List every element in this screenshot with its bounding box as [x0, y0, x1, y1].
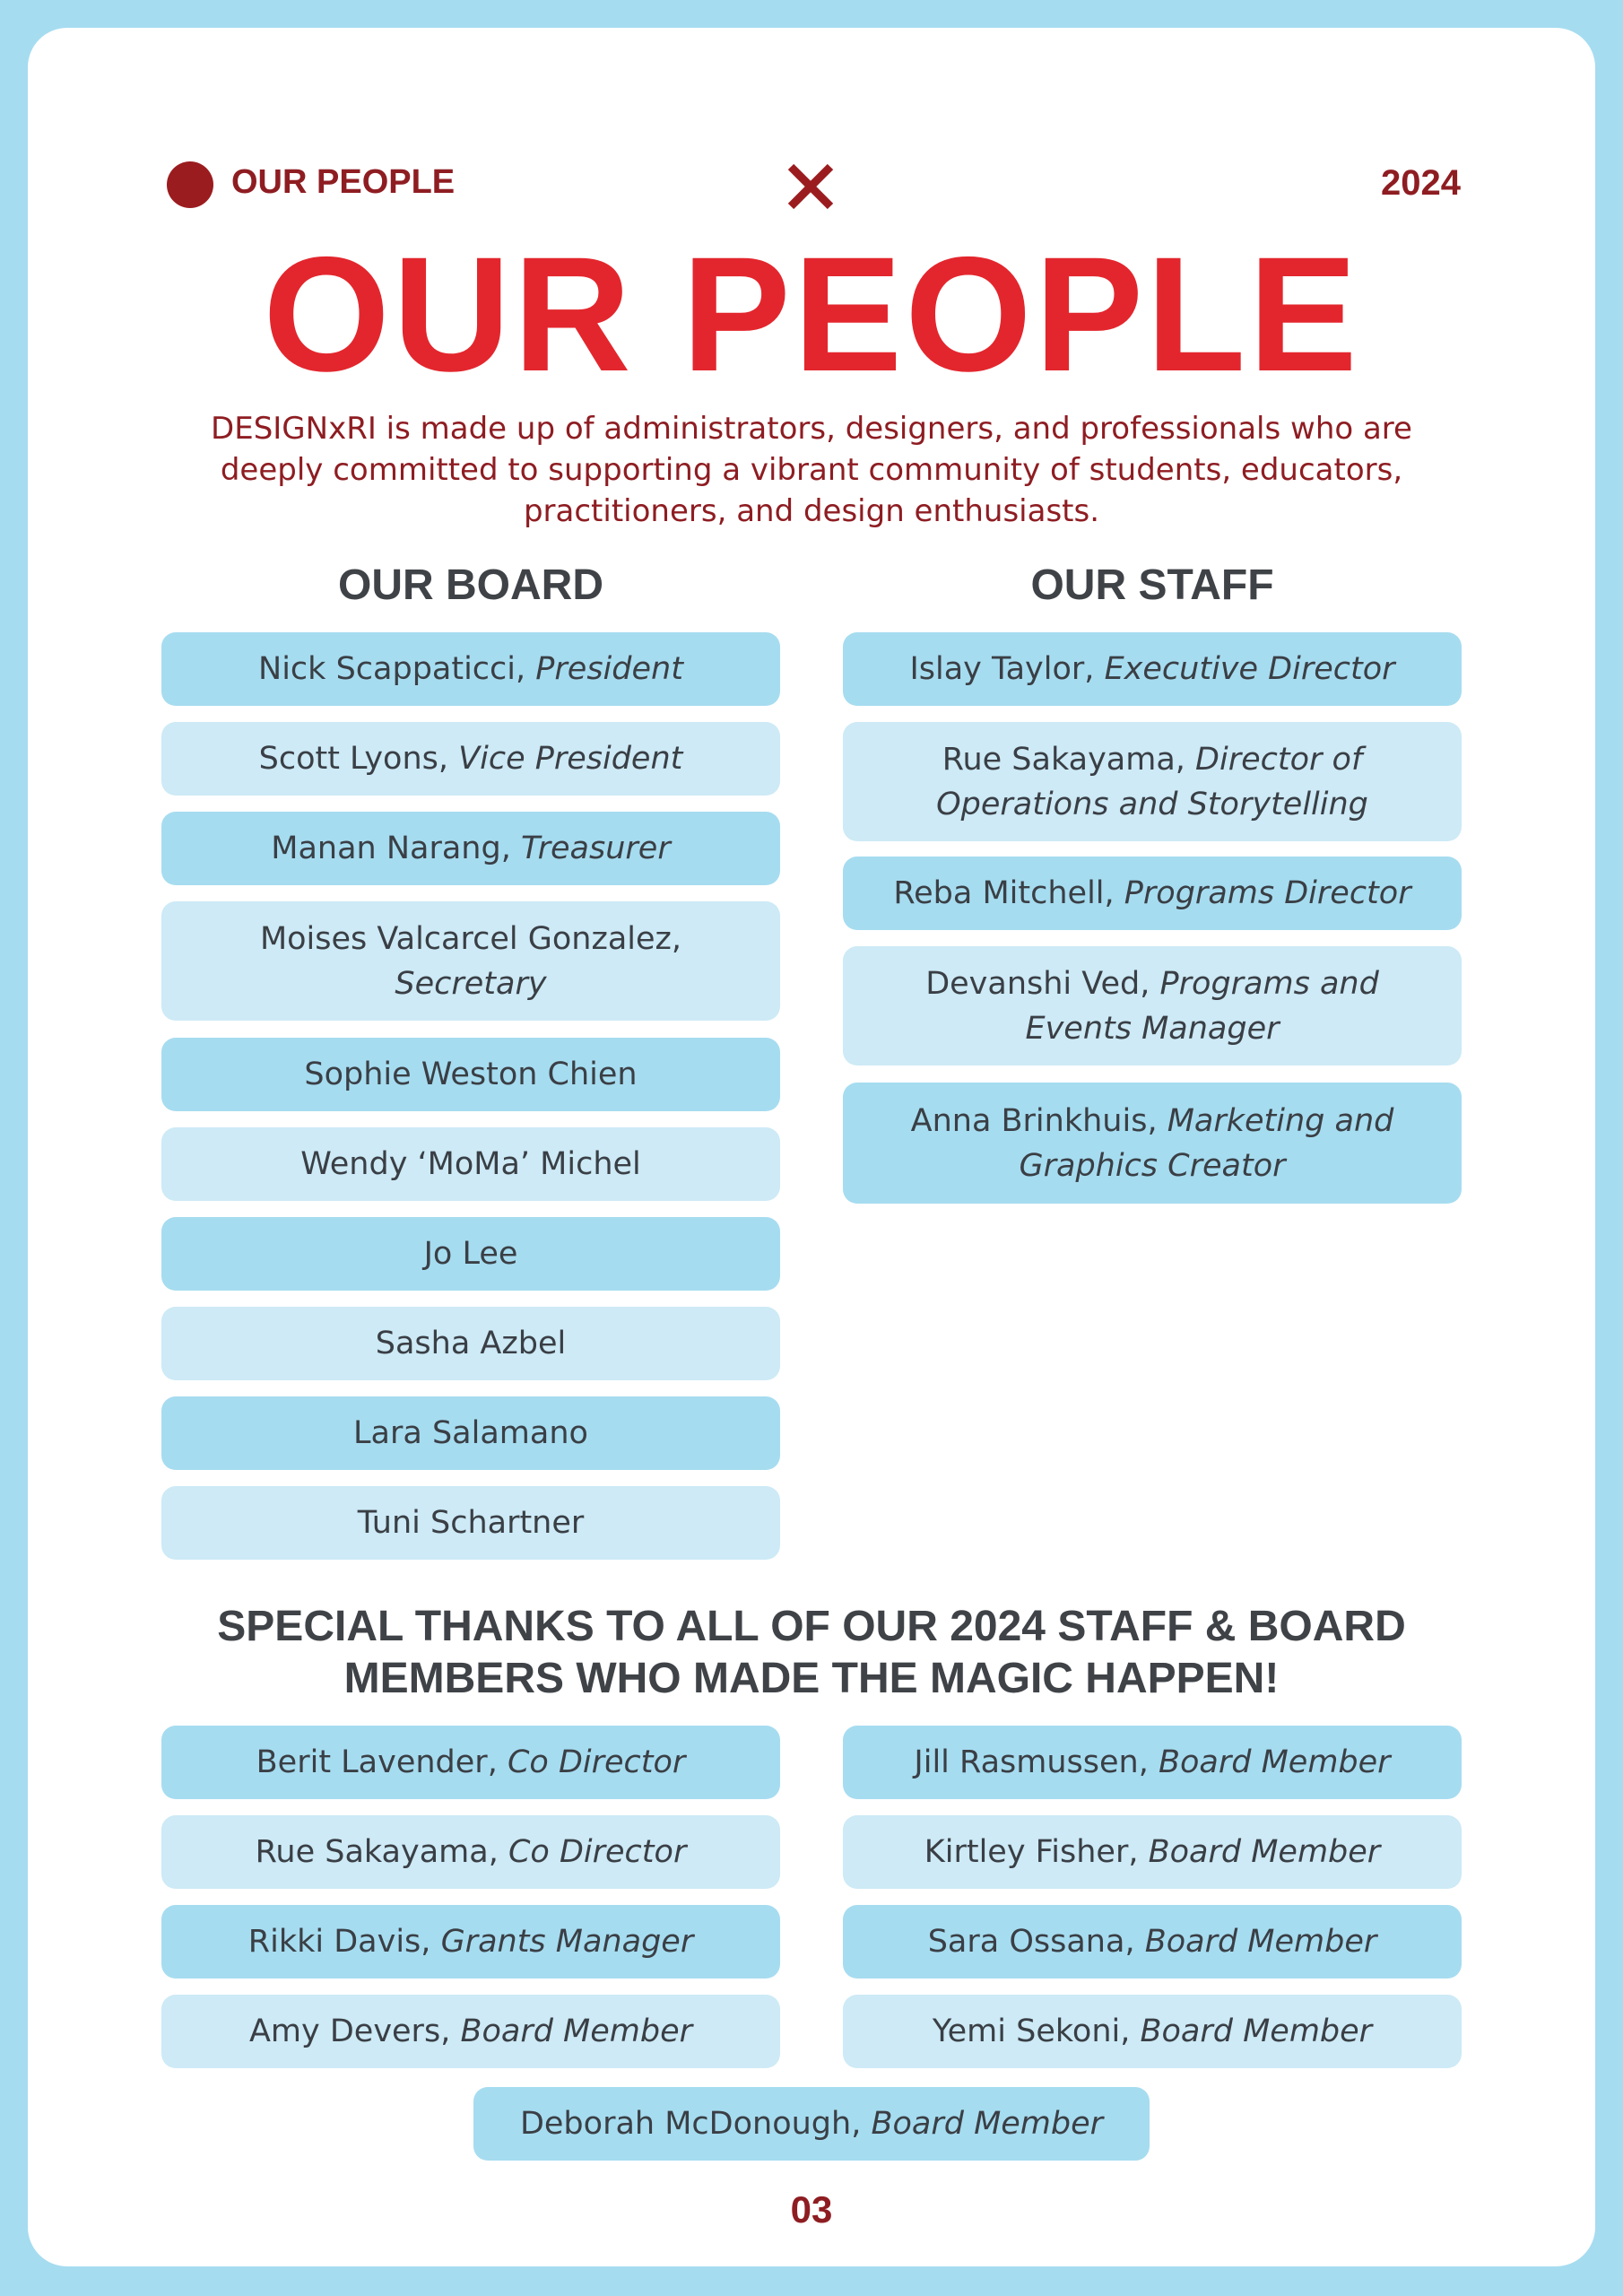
- board-member-card: [161, 1217, 780, 1291]
- board-member-card: Scott Lyons, Vice President: [161, 722, 780, 796]
- year-label: 2024: [1381, 163, 1461, 203]
- member-name: Berit Lavender: [256, 1744, 488, 1780]
- member-role: Marketing and Graphics Creator: [1019, 1102, 1394, 1184]
- member-name: Sara Ossana: [927, 1924, 1125, 1960]
- top-bar: [167, 160, 1461, 210]
- member-role: Secretary: [395, 965, 547, 1002]
- thanks-member-card: Deborah McDonough, Board Member: [473, 2087, 1150, 2161]
- staff-member-card: Anna Brinkhuis, Marketing and Graphics Creator: [843, 1083, 1462, 1204]
- board-member-card: Nick Scappaticci, President: [161, 632, 780, 706]
- thanks-member-card: Sara Ossana, Board Member: [843, 1905, 1462, 1979]
- member-name: Nick Scappaticci: [258, 651, 516, 687]
- member-name: Lara Salamano: [353, 1415, 588, 1451]
- member-name: Scott Lyons: [258, 741, 438, 777]
- staff-member-card: Devanshi Ved, Programs and Events Manager: [843, 946, 1462, 1065]
- member-name: Yemi Sekoni: [932, 2013, 1121, 2049]
- special-thanks-heading: SPECIAL THANKS TO ALL OF OUR 2024 STAFF & BOARD MEMBERS WHO MADE THE MAGIC HAPPEN!: [217, 1603, 1406, 1702]
- board-member-card: [161, 1038, 780, 1111]
- member-name: Kirtley Fisher: [924, 1834, 1129, 1870]
- member-name: Wendy ‘MoMa’ Michel: [300, 1146, 641, 1182]
- member-name: Sasha Azbel: [375, 1326, 567, 1361]
- member-role: President: [535, 651, 683, 687]
- member-name: Jill Rasmussen: [914, 1744, 1139, 1780]
- member-role: Programs and Events Manager: [1025, 965, 1379, 1047]
- thanks-member-card: Berit Lavender, Co Director: [161, 1726, 780, 1799]
- member-role: Board Member: [1159, 1744, 1391, 1780]
- intro-paragraph: DESIGNxRI is made up of administrators, designers, and professionals who are deeply committed to supporting a vibrant community of students, educators, practitioners, and design enthusiasts.: [211, 411, 1412, 529]
- board-member-card: Manan Narang, Treasurer: [161, 812, 780, 885]
- member-role: Programs Director: [1124, 875, 1411, 911]
- member-name: Reba Mitchell: [893, 875, 1105, 911]
- member-name: Rue Sakayama: [942, 741, 1176, 778]
- board-member-card: [161, 1307, 780, 1380]
- bullet-dot-icon: [167, 161, 213, 208]
- member-role: Co Director: [507, 1744, 686, 1780]
- close-icon: [784, 160, 838, 213]
- thanks-member-card: Rikki Davis, Grants Manager: [161, 1905, 780, 1979]
- member-role: Board Member: [1140, 2013, 1373, 2049]
- member-role: Vice President: [458, 741, 683, 777]
- member-role: Board Member: [460, 2013, 693, 2049]
- member-role: Board Member: [1148, 1834, 1381, 1870]
- staff-member-card: Rue Sakayama, Director of Operations and Storytelling: [843, 722, 1462, 841]
- member-name: Devanshi Ved: [925, 965, 1141, 1002]
- member-name: Islay Taylor: [909, 651, 1085, 687]
- page-title: OUR PEOPLE: [263, 222, 1360, 405]
- board-heading: OUR BOARD: [338, 561, 603, 609]
- member-role: Executive Director: [1104, 651, 1395, 687]
- member-role: Board Member: [871, 2106, 1104, 2142]
- staff-heading: OUR STAFF: [1030, 561, 1274, 609]
- member-role: Grants Manager: [440, 1924, 694, 1960]
- member-name: Rikki Davis: [247, 1924, 421, 1960]
- member-name: Sophie Weston Chien: [304, 1057, 638, 1092]
- board-member-card: [161, 1486, 780, 1560]
- staff-member-card: Reba Mitchell, Programs Director: [843, 857, 1462, 930]
- thanks-member-card: Amy Devers, Board Member: [161, 1995, 780, 2068]
- member-name: Deborah McDonough: [519, 2106, 852, 2142]
- member-role: Co Director: [508, 1834, 687, 1870]
- board-member-card: Moises Valcarcel Gonzalez, Secretary: [161, 901, 780, 1021]
- staff-member-card: Islay Taylor, Executive Director: [843, 632, 1462, 706]
- member-name: Manan Narang: [271, 831, 501, 866]
- section-label: OUR PEOPLE: [231, 163, 456, 201]
- thanks-member-card: Rue Sakayama, Co Director: [161, 1815, 780, 1889]
- member-role: Board Member: [1144, 1924, 1377, 1960]
- member-name: Moises Valcarcel Gonzalez: [259, 920, 672, 957]
- member-role: Director of Operations and Storytelling: [936, 741, 1368, 822]
- page-number: 03: [790, 2188, 833, 2231]
- member-name: Anna Brinkhuis: [910, 1102, 1148, 1139]
- board-member-card: [161, 1127, 780, 1201]
- member-name: Rue Sakayama: [255, 1834, 489, 1870]
- thanks-member-card: Kirtley Fisher, Board Member: [843, 1815, 1462, 1889]
- thanks-member-card: Yemi Sekoni, Board Member: [843, 1995, 1462, 2068]
- member-name: Amy Devers: [248, 2013, 441, 2049]
- thanks-member-card: Jill Rasmussen, Board Member: [843, 1726, 1462, 1799]
- member-name: Tuni Schartner: [357, 1505, 585, 1541]
- board-member-card: [161, 1396, 780, 1470]
- member-name: Jo Lee: [423, 1236, 518, 1272]
- member-role: Treasurer: [520, 831, 671, 866]
